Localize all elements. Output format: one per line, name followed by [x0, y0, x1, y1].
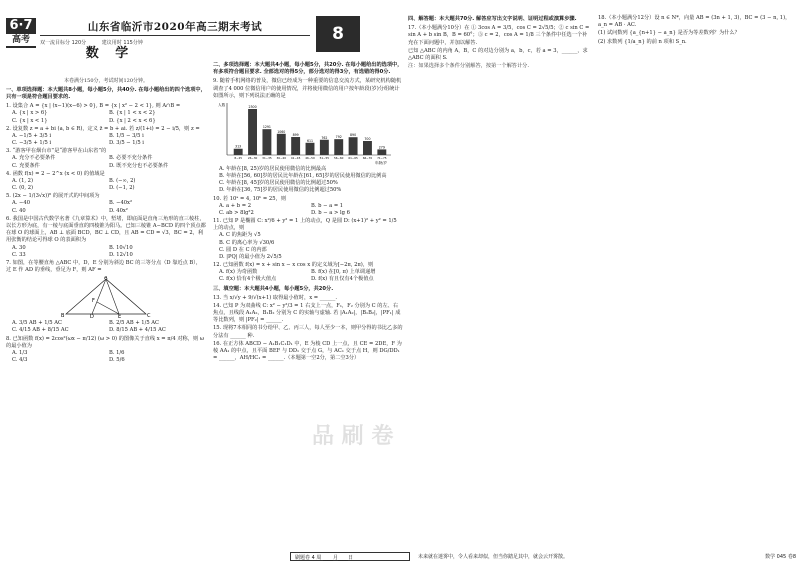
bar-value-label: 792	[335, 135, 342, 140]
question-3: 3. “游客甲在烟台市”是“游客甲在山东省”的	[6, 148, 107, 155]
question-8-options	[12, 350, 206, 364]
question-3-options	[12, 155, 206, 169]
bar-71~75	[377, 149, 386, 155]
bar-value-label: 890	[350, 133, 357, 138]
question-9: 9. 随着手机网络的普及，微信已经成为一种重要的信息交流方式，某研究机构随机调查了4 000 位微信用户的使用情况，并将使用微信的用户按年龄段(岁)分组统计如图所示，则下列说法正确的是	[213, 78, 402, 99]
label-a: A	[104, 276, 108, 282]
question-17: 17.（本小题满分10分）在 ① 3cos A = 3/5，cos C = 2√5/5；② c sin C = sin A + b sin B，B = 60°；③ c = 2，cos A = 1/8 三个条件中任选一个补充在下面问题中，并加以解答.	[408, 25, 590, 46]
label-f: F	[92, 298, 95, 305]
column-3	[408, 14, 590, 550]
option: D. 12√10	[109, 251, 133, 258]
column-1	[6, 16, 206, 554]
bar-category-label: 46~50	[305, 155, 315, 160]
question-8: 8. 已知函数 f(x) = 2cos²(ωx − π/12) (ω > 0) 的图像关于直线 x = π/4 对称，则 ω 的最小值为	[6, 335, 204, 349]
segment-ef	[97, 302, 119, 314]
option: C. (0, 2)	[12, 185, 34, 192]
bars-group	[234, 105, 387, 160]
option: D. 8/15 AB + 4/15 AC	[109, 327, 166, 334]
option: C. {x | x < 1}	[12, 117, 48, 124]
option: C. ab > 8lg²2	[219, 209, 254, 216]
option: A. a + b = 2	[219, 202, 252, 209]
question-17-note: 注：如果选择多个条件分别解答，按第一个解答计分.	[408, 63, 529, 70]
bar-46~50	[306, 143, 315, 155]
segment-ad	[92, 279, 106, 314]
option: C. 充要条件	[12, 162, 40, 169]
option: C. 40	[12, 207, 26, 214]
option: B. (−∞, 2)	[109, 177, 136, 184]
option: D. 年龄在[36, 75]岁的居民使用微信的比例超过50%	[219, 187, 342, 194]
page-number: 数学 045 卷8	[765, 554, 796, 560]
label-e: E	[118, 314, 122, 319]
subject-title: 数 学	[85, 46, 135, 61]
bar-66~70	[363, 141, 372, 155]
exam-title: 山东省临沂市2020年高三期末考试	[40, 18, 310, 36]
logo-number: 6·7	[9, 18, 33, 33]
bar-31~35	[262, 129, 271, 155]
option: D. 5/6	[109, 357, 125, 364]
option: D. f(x) 有且仅有4个极值点	[311, 276, 374, 283]
question-1: 1. 设集合 A = {x | (x−1)(x−6) > 0}, B = {x | x² − 2 < 1}, 则 A∩B =	[6, 103, 181, 110]
label-d: D	[90, 314, 94, 319]
option: D. 40x²	[109, 207, 128, 214]
bar-61~65	[349, 137, 358, 155]
option: D. (−1, 2)	[109, 185, 135, 192]
option: C. f(x) 恰有4个极大值点	[219, 276, 277, 283]
bar-category-label: 26~30	[247, 155, 258, 160]
bar-category-label: 41~45	[290, 155, 301, 160]
footer-motto: 未来就在迷雾中，令人看来却似，但当你踏足其中，就会云开雾散。	[418, 554, 569, 560]
bar-56~60	[334, 139, 343, 155]
question-2-options	[12, 133, 206, 147]
bar-8~25	[234, 149, 243, 155]
question-9-options	[219, 166, 403, 195]
question-12-options	[219, 269, 403, 283]
option: D. |PQ| 的最小值为 2√5/5	[219, 253, 282, 260]
option: A. {x | x > 6}	[12, 110, 48, 117]
option: A. 充分不必要条件	[12, 155, 56, 162]
option: B. C 的离心率为 √30/6	[219, 239, 275, 246]
question-1-options	[12, 110, 206, 124]
option: D. 既不充分也不必要条件	[109, 162, 169, 169]
option: A. 年龄在[8, 25)岁的居民使用微信的比例最高	[219, 165, 327, 172]
bar-category-label: 71~75	[377, 155, 387, 160]
option: D. {x | 2 < x < 6}	[109, 117, 156, 124]
triangle-abc	[66, 279, 146, 314]
option: B. 年龄在[56, 60]岁的居民比年龄在[61, 65]岁的居民使用微信的比例高	[219, 173, 387, 180]
logo-label: 高考	[6, 34, 36, 46]
bar-value-label: 700	[364, 136, 371, 141]
bar-value-label: 313	[235, 144, 242, 149]
bar-41~45	[291, 137, 300, 155]
bar-category-label: 51~55	[319, 155, 330, 160]
section-2-heading: 二、多项选择题：本大题共4小题，每小题5分，共20分. 在每小题给出的选项中，有多项符合题目要求. 全部选对的得5分，部分选对的得3分，有选错的得0分.	[213, 62, 403, 76]
section-4-heading: 四、解答题：本大题共70分. 解答应写出文字说明、证明过程或演算步骤.	[408, 16, 577, 22]
question-7-options	[12, 320, 206, 334]
question-12: 12. 已知函数 f(x) = x + sin x − x cos x 的定义域为[−2π, 2π)，则	[213, 262, 374, 269]
option: D. 3/5 − 1/5 i	[109, 140, 144, 147]
question-7: 7. 如图，在等腰直角 △ABC 中，D，E 分别为斜边 BC 的三等分点（D 靠近点 B），过 E 作 AD 的垂线，垂足为 F，则 AF =	[6, 259, 202, 274]
bar-value-label: 1060	[277, 129, 286, 134]
option: A. C 的焦距为 √5	[219, 232, 261, 239]
option: B. −40x²	[109, 200, 133, 207]
option: B. 2/5 AB + 1/5 AC	[109, 320, 160, 327]
option: A. 30	[12, 244, 26, 251]
exam-intro: 本卷满分150分，考试时间120分钟。	[63, 78, 149, 84]
section-3-heading: 三、填空题：本大题共4小题，每小题5分，共20分.	[213, 285, 334, 292]
question-17-body: 已知 △ABC 的内角 A，B，C 的对边分别为 a，b，c，若 a = 3，______，求 △ABC 的面积 S.	[408, 47, 588, 61]
question-2: 2. 设复数 z = a + bi (a, b ∈ R)，定义 z̄ = b + ai. 若 z/(1+i) = 2 − i/5，则 z =	[6, 125, 200, 132]
option: A. 3/5 AB + 1/5 AC	[12, 320, 62, 327]
option: B. {x | 1 < x < 2}	[109, 110, 156, 117]
option: B. 1/5 − 3/5 i	[109, 132, 144, 139]
question-14: 14. 已知 P 为双曲线 C: x² − y²/3 = 1 右支上一点，F₁，F₂ 分别为 C 的左、右焦点，且线段 A₁A₂，B₁B₂ 分别为 C 的实轴与虚轴. 若 |A₁A₂|，|B₁B₂|，|PF₁| 成等比数列，则 |PF₂| = ______.	[213, 302, 401, 324]
x-axis-label: 年龄/岁	[375, 160, 387, 165]
week-number-badge: 8	[316, 16, 360, 52]
question-5: 5. (2x − 1/(3√x))⁶ 的展开式的中间项为	[6, 193, 100, 200]
question-4-options	[12, 178, 206, 192]
question-18: 18.（本小题满分12分）设 n ∈ N*，向量 AB = (3n + 1, 3)，BC = (3 − n, 1)，a_n = AB · AC.	[598, 15, 791, 29]
question-18-part-2: (2) 求数列 {1/a_n} 的前 n 项和 S_n.	[598, 38, 687, 45]
option: A. f(x) 为奇函数	[219, 269, 258, 276]
question-15: 15. 现将7本相同的书分给甲、乙、丙三人，每人至少一本，则甲分得的书比乙多的分法有 ______ 种.	[213, 325, 403, 339]
option: C. −3/5 + 1/5 i	[12, 140, 52, 147]
option: C. 年龄在[8, 45]岁的居民使用微信的比例超过50%	[219, 180, 338, 187]
bar-value-label: 1291	[262, 125, 271, 130]
bar-value-label: 611	[306, 138, 314, 143]
bar-value-label: 899	[292, 132, 299, 137]
option: C. 33	[12, 251, 26, 258]
triangle-figure	[61, 276, 151, 318]
bar-category-label: 36~40	[276, 155, 287, 160]
section-1-heading: 一、单项选择题：本大题共8小题，每小题5分，共40分. 在每小题给出的四个选项中，只有一项是符合题目要求的.	[6, 86, 206, 101]
option: A. (1, 2)	[12, 177, 33, 184]
time-label: 建议用时 115分钟	[101, 40, 143, 46]
age-bar-chart	[217, 101, 397, 165]
bar-value-label: 762	[321, 135, 328, 140]
question-5-options	[12, 200, 206, 214]
bar-category-label: 66~70	[362, 155, 373, 160]
label-c: C	[147, 313, 151, 319]
option: A. −1/5 + 3/5 i	[12, 132, 52, 139]
bar-value-label: 279	[378, 145, 385, 150]
option: C. 圆 D 在 C 的内部	[219, 246, 267, 253]
label-b: B	[61, 313, 65, 319]
question-6: 6. 我国是中国古代数学名著《九章算术》中，堑堵，即底面是直角三角形的直三棱柱，以长方形为底，有一棱与底面垂直的四棱锥为阳马。已知三棱锥 A−BCD 的四个顶点都在球 O 的球面上，AB ⊥ 底面 BCD，BC ⊥ CD，且 AB = CD = √3，BC = 2，利用张衡的结论可得球 O 的表面积为	[6, 215, 206, 244]
question-16: 16. 在正方体 ABCD − A₁B₁C₁D₁ 中，E 为棱 CD 上一点，且 CE = 2DE，F 为棱 AA₁ 的中点，且平面 BEF 与 DD₁ 交于点 G，与 AC₁ 交于点 H，则 DG/DD₁ = ______，AH/HC₁ = ______.（本题第一空2分，第二空3分）	[213, 340, 402, 362]
question-13: 13. 当 x/√y + 9/√(x+1) 取得最小值时，x = ______.	[213, 294, 338, 301]
option: B. 10√10	[109, 244, 133, 251]
bar-51~55	[320, 140, 329, 155]
column-4	[598, 14, 794, 550]
option: D. b − a > lg 6	[311, 209, 350, 216]
question-18-part-1: (1) 试问数列 {a_{n+1} − a_n} 是否为等差数列？为什么？	[598, 30, 740, 37]
question-10: 10. 若 10ᵃ = 4, 10ᵇ = 25，则	[213, 195, 286, 202]
bar-36~40	[277, 134, 286, 155]
page-footer	[260, 552, 796, 562]
option: B. f(x) 在[0, π) 上单调递增	[311, 269, 376, 276]
bar-value-label: 2300	[248, 104, 257, 109]
option: B. 必要不充分条件	[109, 155, 153, 162]
option: A. −40	[12, 200, 30, 207]
date-box: 刷题卷 4 周 ____月____日	[290, 552, 410, 561]
option: A. 1/3	[12, 349, 28, 356]
watermark-seal: 品 刷 卷	[312, 424, 394, 449]
question-6-options	[12, 245, 206, 259]
bar-26~30	[248, 109, 257, 155]
bar-category-label: 56~60	[333, 155, 344, 160]
option: B. 1/6	[109, 349, 125, 356]
question-11-options	[219, 232, 403, 261]
bar-category-label: 8~25	[234, 155, 243, 160]
option: B. b − a = 1	[311, 202, 344, 209]
option: C. 4/15 AB + 8/15 AC	[12, 327, 69, 334]
bar-category-label: 61~65	[348, 155, 358, 160]
bar-category-label: 31~35	[262, 155, 272, 160]
full-score-label: 双一流目标分 120分	[40, 40, 87, 46]
option: C. 4/3	[12, 357, 28, 364]
question-4: 4. 函数 f(x) = 2 − 2^x (x < 0) 的值域是	[6, 170, 105, 177]
y-axis-label: 人数	[218, 102, 226, 107]
question-11: 11. 已知 P 是椭圆 C: x²/6 + y² = 1 上的动点，Q 是圆 D: (x+1)² + y² = 1/5 上的动点，则	[213, 218, 397, 232]
question-10-options	[219, 203, 403, 217]
column-2	[213, 60, 403, 565]
